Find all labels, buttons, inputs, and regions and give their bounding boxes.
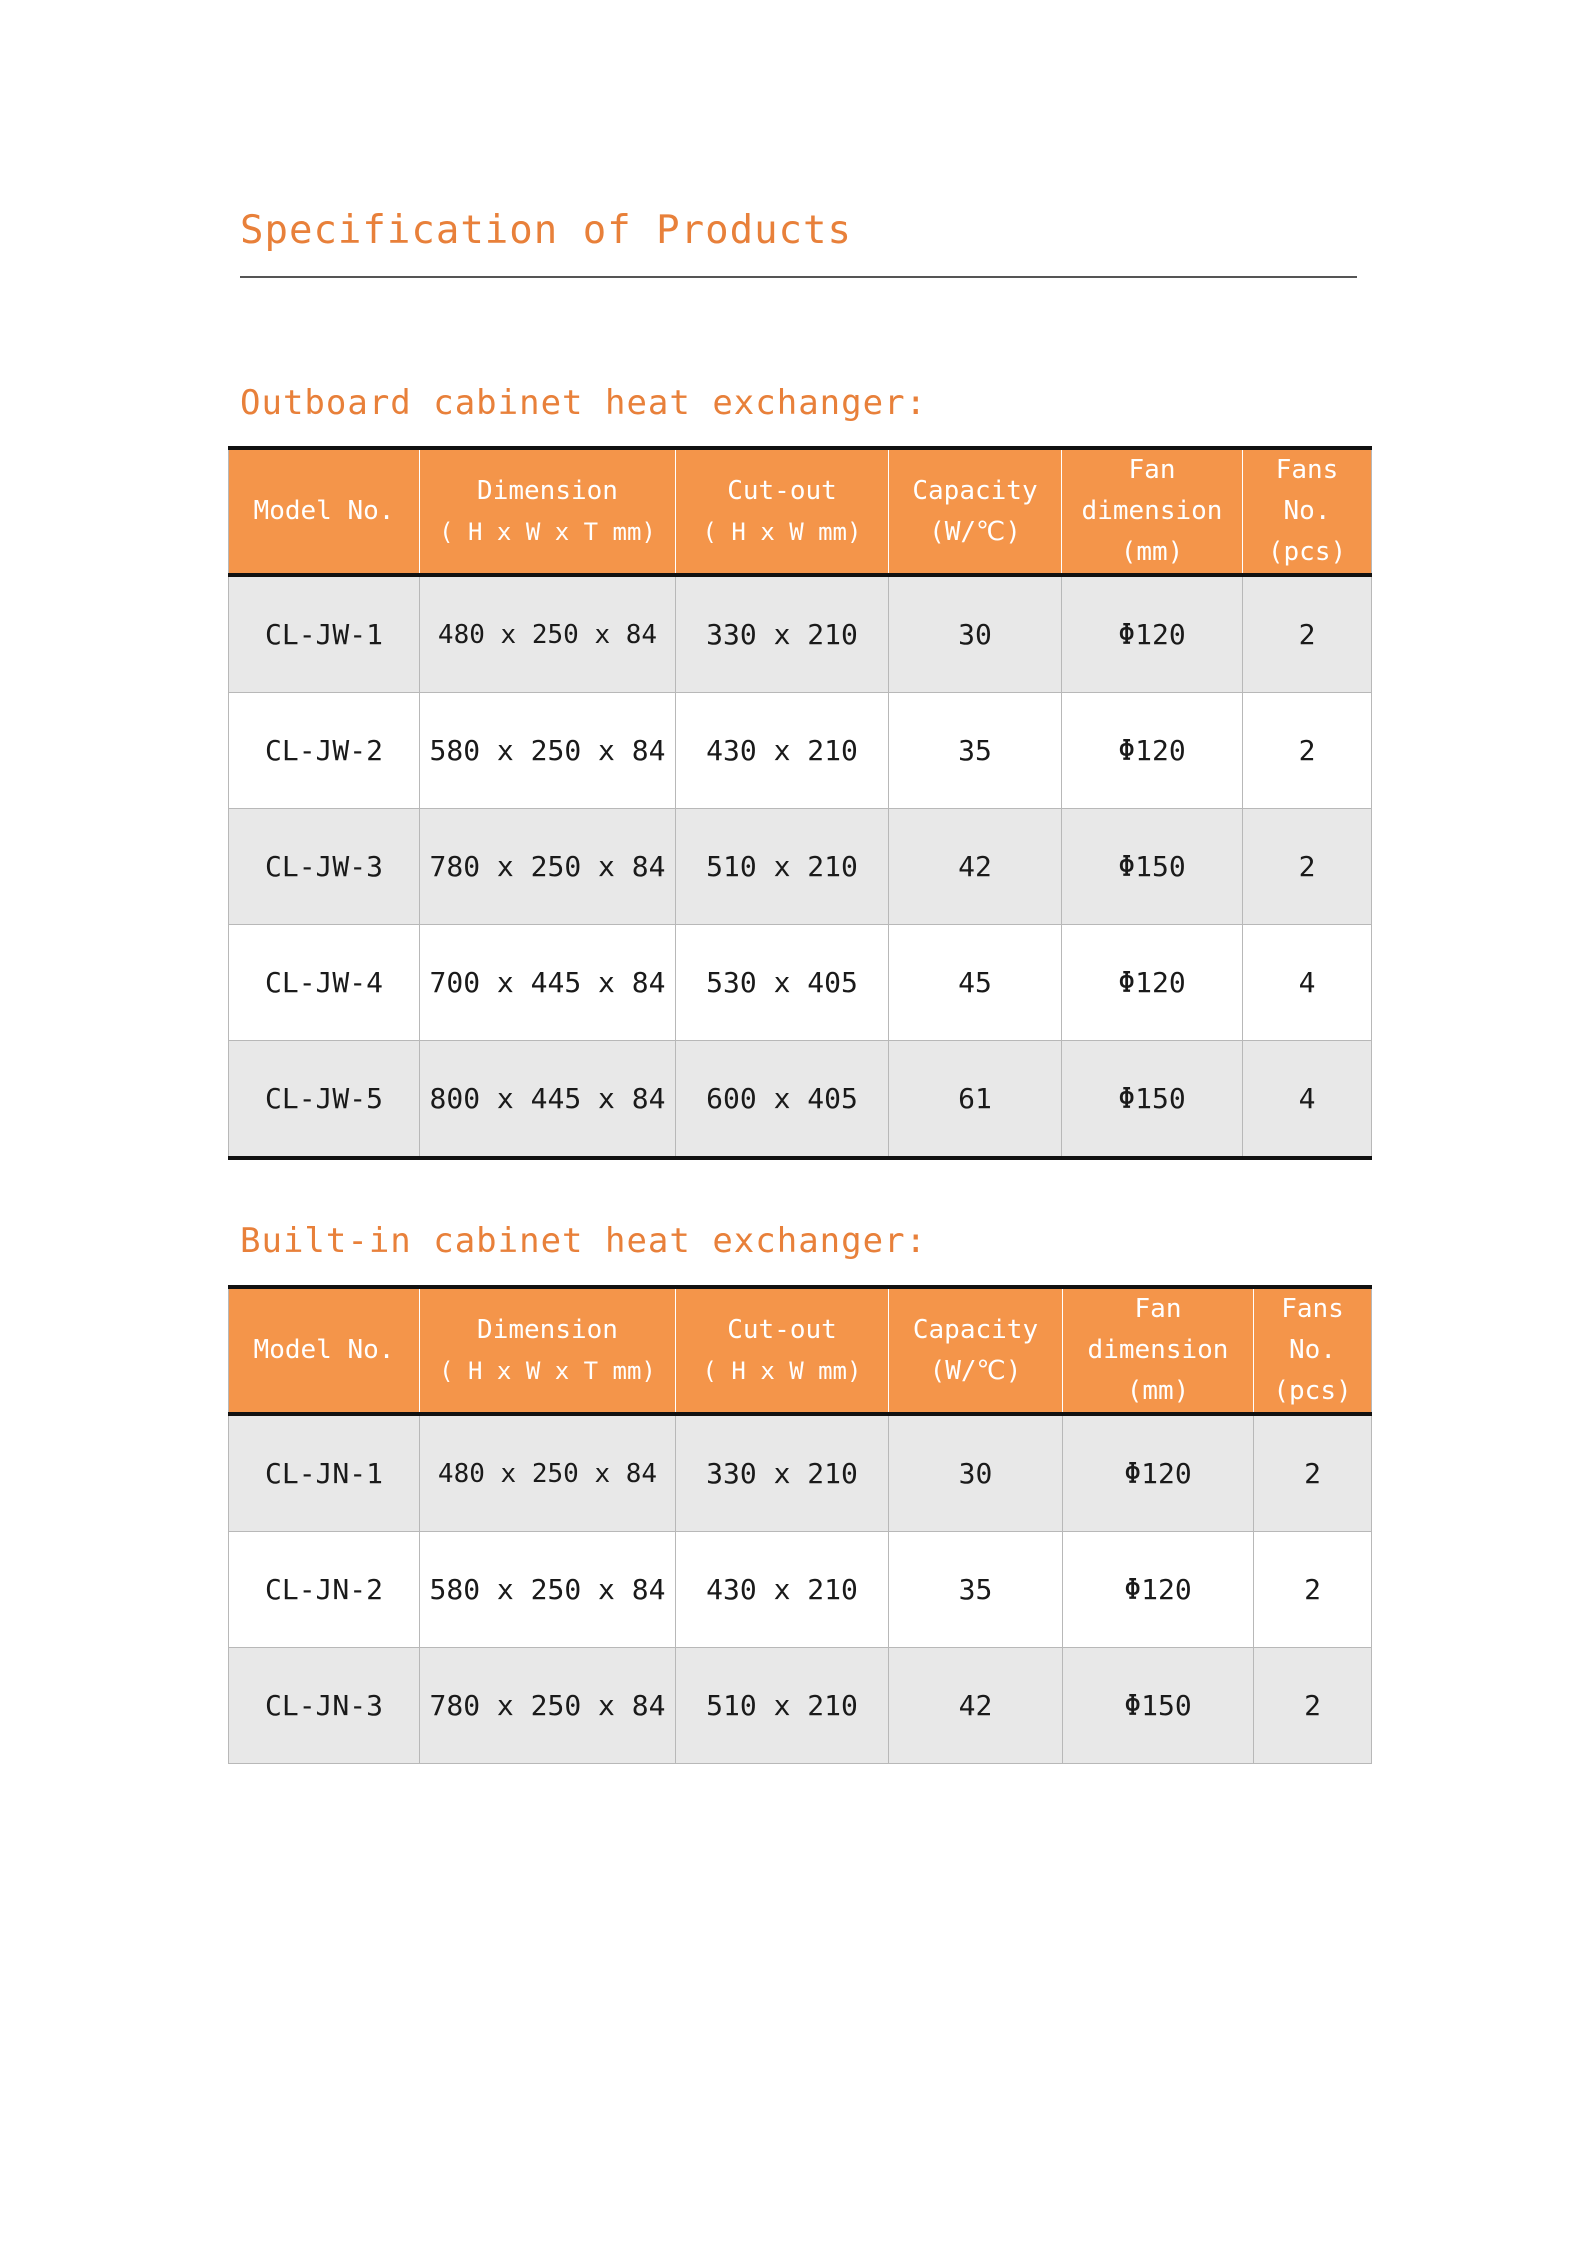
cell-fans-count: 4: [1243, 925, 1372, 1041]
cell-dimension: 480 x 250 x 84: [420, 1414, 676, 1532]
cell-cutout: 330 x 210: [676, 1414, 889, 1532]
builtin-spec-table: [228, 1285, 1372, 1764]
header-dimension: Dimension ( H x W x T mm): [420, 1287, 676, 1414]
cell-capacity: 35: [889, 693, 1062, 809]
cell-dimension: 700 x 445 x 84: [420, 925, 676, 1041]
table-row: [229, 1648, 1372, 1764]
cell-capacity: 30: [889, 1414, 1063, 1532]
cell-fan-dimension: Φ120: [1063, 1414, 1254, 1532]
cell-fans-count: 2: [1254, 1414, 1372, 1532]
builtin-section-title: Built-in cabinet heat exchanger:: [240, 1221, 928, 1261]
title-divider: [240, 276, 1357, 278]
outboard-section-title: Outboard cabinet heat exchanger:: [240, 383, 928, 423]
table-header-row: [229, 1287, 1372, 1414]
header-model: Model No.: [229, 1287, 420, 1414]
cell-fan-dimension: Φ150: [1063, 1648, 1254, 1764]
cell-fans-count: 2: [1254, 1532, 1372, 1648]
cell-model: CL-JN-1: [229, 1414, 420, 1532]
cell-cutout: 510 x 210: [676, 1648, 889, 1764]
cell-model: CL-JN-2: [229, 1532, 420, 1648]
table-header-row: [229, 448, 1372, 575]
cell-model: CL-JW-5: [229, 1041, 420, 1159]
cell-fans-count: 2: [1254, 1648, 1372, 1764]
cell-fan-dimension: Φ120: [1062, 575, 1243, 693]
cell-model: CL-JW-4: [229, 925, 420, 1041]
table-row: [229, 1414, 1372, 1532]
cell-dimension: 580 x 250 x 84: [420, 693, 676, 809]
cell-capacity: 42: [889, 1648, 1063, 1764]
table-row: [229, 925, 1372, 1041]
page-title: Specification of Products: [240, 208, 852, 253]
cell-fan-dimension: Φ120: [1062, 693, 1243, 809]
cell-fan-dimension: Φ150: [1062, 809, 1243, 925]
cell-model: CL-JW-2: [229, 693, 420, 809]
header-model: Model No.: [229, 448, 420, 575]
cell-fans-count: 2: [1243, 809, 1372, 925]
header-dimension: Dimension ( H x W x T mm): [420, 448, 676, 575]
header-fans-count: Fans No. (pcs): [1243, 448, 1372, 575]
cell-capacity: 61: [889, 1041, 1062, 1159]
cell-dimension: 580 x 250 x 84: [420, 1532, 676, 1648]
header-fan-dimension: Fan dimension (mm): [1063, 1287, 1254, 1414]
cell-cutout: 510 x 210: [676, 809, 889, 925]
header-capacity: Capacity (W/℃): [889, 1287, 1063, 1414]
header-capacity: Capacity (W/℃): [889, 448, 1062, 575]
cell-fans-count: 4: [1243, 1041, 1372, 1159]
cell-fan-dimension: Φ150: [1062, 1041, 1243, 1159]
cell-cutout: 430 x 210: [676, 1532, 889, 1648]
outboard-spec-table: [228, 446, 1372, 1160]
cell-capacity: 30: [889, 575, 1062, 693]
cell-cutout: 330 x 210: [676, 575, 889, 693]
cell-capacity: 45: [889, 925, 1062, 1041]
cell-dimension: 780 x 250 x 84: [420, 1648, 676, 1764]
cell-capacity: 42: [889, 809, 1062, 925]
table-row: [229, 809, 1372, 925]
cell-cutout: 530 x 405: [676, 925, 889, 1041]
table-row: [229, 575, 1372, 693]
table-row: [229, 1532, 1372, 1648]
table-row: [229, 693, 1372, 809]
header-cutout: Cut-out ( H x W mm): [676, 1287, 889, 1414]
cell-capacity: 35: [889, 1532, 1063, 1648]
header-cutout: Cut-out ( H x W mm): [676, 448, 889, 575]
cell-cutout: 430 x 210: [676, 693, 889, 809]
cell-cutout: 600 x 405: [676, 1041, 889, 1159]
cell-model: CL-JW-1: [229, 575, 420, 693]
cell-dimension: 780 x 250 x 84: [420, 809, 676, 925]
cell-model: CL-JW-3: [229, 809, 420, 925]
cell-model: CL-JN-3: [229, 1648, 420, 1764]
cell-fans-count: 2: [1243, 575, 1372, 693]
cell-fan-dimension: Φ120: [1063, 1532, 1254, 1648]
cell-fans-count: 2: [1243, 693, 1372, 809]
cell-dimension: 480 x 250 x 84: [420, 575, 676, 693]
table-row: [229, 1041, 1372, 1159]
header-fan-dimension: Fan dimension (mm): [1062, 448, 1243, 575]
header-fans-count: Fans No. (pcs): [1254, 1287, 1372, 1414]
cell-fan-dimension: Φ120: [1062, 925, 1243, 1041]
cell-dimension: 800 x 445 x 84: [420, 1041, 676, 1159]
